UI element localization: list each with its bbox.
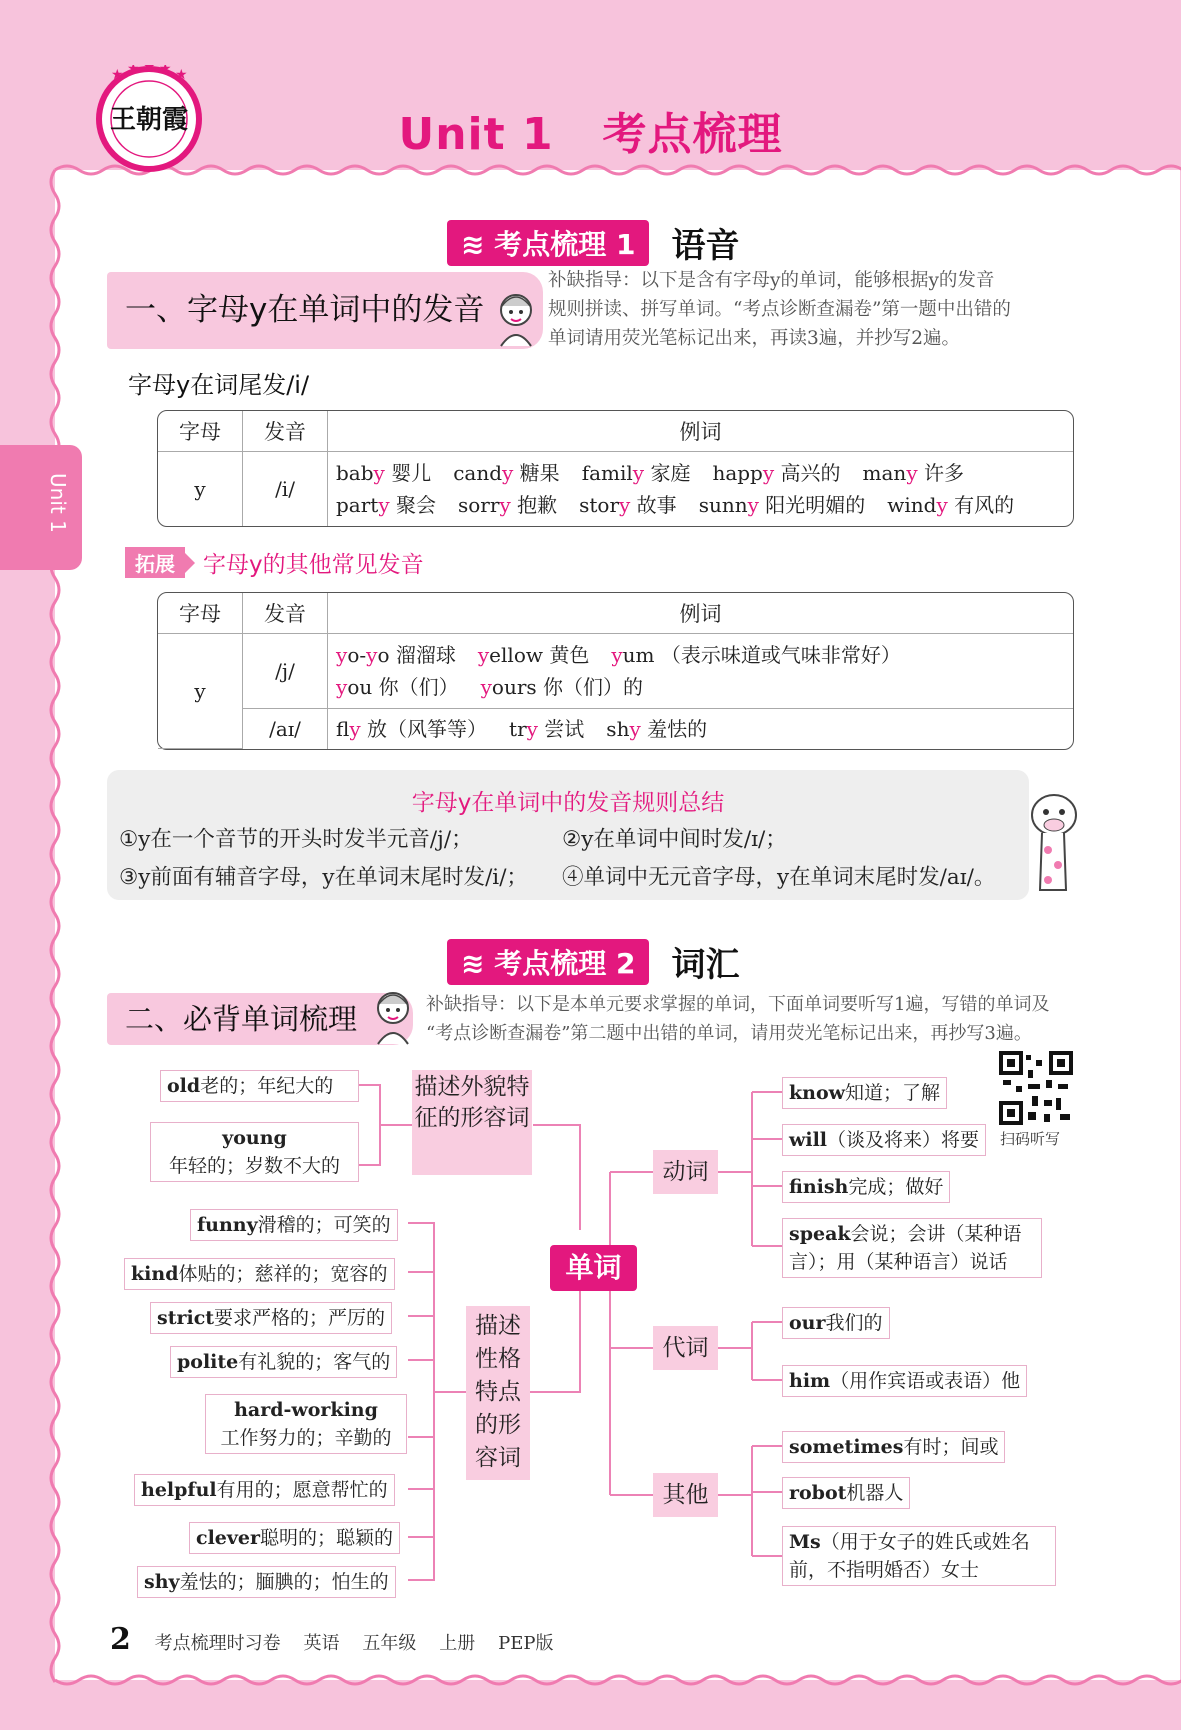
letter-cell: y — [158, 634, 243, 749]
svg-text:★: ★ — [143, 65, 156, 75]
col-header-sound: 发音 — [243, 411, 328, 452]
footer-edition: PEP版 — [498, 1633, 554, 1654]
word-cn: 知道；了解 — [845, 1082, 941, 1104]
unit-title: Unit 1 考点梳理 — [398, 109, 783, 160]
extension-title: 字母y的其他常见发音 — [203, 552, 424, 578]
word-card — [150, 1122, 359, 1182]
word-card — [134, 1474, 395, 1506]
qr-label: 扫码听写 — [1000, 1130, 1061, 1148]
col-header-examples: 例词 — [328, 411, 1073, 452]
example-word: story 故事 — [579, 493, 677, 517]
footer-grade: 五年级 — [362, 1633, 417, 1654]
col-header-letter: 字母 — [158, 593, 243, 634]
example-word: yours 你（们）的 — [480, 675, 644, 699]
col-header-examples: 例词 — [328, 593, 1073, 634]
word-cn: 工作努力的；辛勤的 — [220, 1427, 392, 1449]
example-word: candy 糖果 — [453, 461, 560, 485]
example-word: sorry 抱歉 — [458, 493, 558, 517]
word-cn: 聪明的；聪颖的 — [260, 1527, 394, 1549]
word-en: know — [789, 1082, 846, 1104]
page-footer — [110, 1622, 554, 1657]
note-line: 单词请用荧光笔标记出来，再读3遍，并抄写2遍。 — [548, 328, 961, 349]
example-word: you 你（们） — [336, 675, 459, 699]
word-cn: 有时；间或 — [903, 1436, 999, 1458]
side-tab-label: Unit 1 — [46, 473, 70, 533]
word-en: robot — [789, 1482, 847, 1504]
word-cn: 会说；会讲（某种语言）；用（某种语言）说话 — [789, 1223, 1022, 1273]
extension-badge: 拓展 — [125, 547, 185, 578]
example-word: fy 放（风筝等） — [336, 717, 488, 741]
word-en: polite — [177, 1351, 239, 1373]
sound-cell: /i/ — [243, 452, 328, 526]
example-word: yo-yo 溜溜球 — [336, 643, 456, 667]
word-cn: （用作宾语或表语）他 — [830, 1370, 1021, 1392]
word-cn: 有礼貌的；客气的 — [238, 1351, 391, 1373]
word-en: funny — [197, 1214, 258, 1236]
col-header-letter: 字母 — [158, 411, 243, 452]
summary-rule: ②y在单词中间时发/ɪ/； — [562, 827, 787, 852]
example-word: family 家庭 — [581, 461, 691, 485]
page-number: 2 — [110, 1622, 131, 1657]
word-en: young — [222, 1127, 287, 1149]
word-card — [782, 1124, 986, 1156]
footer-volume: 上册 — [439, 1633, 476, 1654]
footer-book: 考点梳理时习卷 — [154, 1633, 281, 1654]
section2-badge: ≋ 考点梳理 2 — [447, 939, 649, 985]
example-word: yellow 黄色 — [477, 643, 590, 667]
word-en: him — [789, 1370, 831, 1392]
word-card — [160, 1070, 359, 1102]
section1-badge: ≋ 考点梳理 1 — [447, 220, 649, 266]
section2-title: 词汇 — [671, 945, 740, 985]
word-card — [782, 1477, 910, 1509]
word-en: old — [167, 1075, 201, 1097]
svg-text:★: ★ — [111, 67, 124, 83]
word-card — [782, 1218, 1042, 1278]
word-card — [782, 1171, 950, 1203]
note-line: 补缺指导：以下是本单元要求掌握的单词，下面单词要听写1遍，写错的单词及 — [426, 994, 1050, 1015]
word-en: helpful — [141, 1479, 217, 1501]
logo-text: 王朝霞 — [109, 105, 188, 135]
rule-label: 字母y在词尾发/i/ — [128, 371, 310, 399]
word-en: speak — [789, 1223, 851, 1245]
category-verbs: 动词 — [653, 1150, 718, 1194]
letter-cell: y — [158, 452, 243, 526]
example-word: happy 高兴的 — [712, 461, 841, 485]
word-cn: 年轻的；岁数不大的 — [168, 1155, 340, 1177]
word-cn: 滑稽的；可笑的 — [257, 1214, 391, 1236]
example-word: try 尝试 — [509, 717, 585, 741]
word-en: hard-working — [234, 1399, 378, 1421]
svg-text:★: ★ — [127, 65, 140, 77]
col-header-sound: 发音 — [243, 593, 328, 634]
word-cn: 我们的 — [825, 1312, 883, 1334]
example-word: party 聚会 — [336, 493, 436, 517]
word-en: clever — [196, 1527, 261, 1549]
example-word: many 许多 — [862, 461, 964, 485]
svg-text:★: ★ — [159, 65, 172, 77]
word-cn: 要求严格的；严厉的 — [214, 1307, 386, 1329]
word-card — [782, 1526, 1056, 1586]
word-card — [782, 1077, 947, 1109]
example-word: sunny 阳光明媚的 — [698, 493, 866, 517]
sound-cell-ai: /aɪ/ — [243, 709, 328, 749]
word-card — [170, 1346, 397, 1378]
word-card — [189, 1522, 400, 1554]
section1-title: 语音 — [671, 226, 740, 266]
example-word: baby 婴儿 — [336, 461, 432, 485]
note-line: 规则拼读、拼写单词。“考点诊断查漏卷”第一题中出错的 — [548, 299, 1011, 320]
sound-cell-j: /j/ — [243, 634, 328, 709]
word-cn: 羞怯的；腼腆的；怕生的 — [179, 1571, 389, 1593]
example-word: yum （表示味道或气味非常好） — [611, 643, 901, 667]
word-card — [137, 1566, 396, 1598]
word-cn: 体贴的；慈祥的；宽容的 — [178, 1263, 388, 1285]
summary-rule: ③y前面有辅音字母，y在单词末尾时发/i/； — [119, 865, 528, 890]
word-en: sometimes — [789, 1436, 904, 1458]
word-card — [124, 1258, 395, 1290]
section2-subheading: 二、必背单词梳理 — [107, 993, 413, 1045]
note-line: 补缺指导：以下是含有字母y的单词，能够根据y的发音 — [548, 270, 995, 291]
word-cn: （谈及将来）将要 — [827, 1129, 980, 1151]
summary-rule: ④单词中无元音字母，y在单词末尾时发/aɪ/。 — [562, 865, 996, 890]
example-word: windy 有风的 — [887, 493, 1015, 517]
example-word: shy 羞怯的 — [606, 717, 708, 741]
word-en: strict — [157, 1307, 215, 1329]
word-cn: 完成；做好 — [848, 1176, 944, 1198]
word-card — [782, 1307, 890, 1339]
word-en: kind — [131, 1263, 179, 1285]
category-appearance-adjectives: 描述外貌特征的形容词 — [412, 1070, 532, 1175]
footer-subject: 英语 — [303, 1633, 340, 1654]
category-personality-adjectives: 描述性格特点的形容词 — [466, 1306, 530, 1480]
mindmap-core-words: 单词 — [550, 1245, 637, 1291]
word-en: shy — [144, 1571, 180, 1593]
word-en: will — [789, 1129, 828, 1151]
word-card — [205, 1394, 407, 1454]
word-card — [782, 1365, 1027, 1397]
category-others: 其他 — [653, 1473, 718, 1517]
note-line: “考点诊断查漏卷”第二题中出错的单词，请用荧光笔标记出来，再抄写3遍。 — [426, 1023, 1032, 1044]
word-cn: （用于女子的姓氏或姓名前，不指明婚否）女士 — [789, 1531, 1030, 1581]
word-cn: 有用的；愿意帮忙的 — [216, 1479, 388, 1501]
word-cn: 老的；年纪大的 — [200, 1075, 334, 1097]
word-en: Ms — [789, 1531, 821, 1553]
svg-text:★: ★ — [175, 67, 188, 83]
word-card — [782, 1431, 1005, 1463]
section1-subheading: 一、字母y在单词中的发音 — [107, 272, 543, 349]
word-en: finish — [789, 1176, 849, 1198]
word-cn: 机器人 — [846, 1482, 904, 1504]
word-card — [150, 1302, 392, 1334]
summary-rule: ①y在一个音节的开头时发半元音/j/； — [119, 827, 473, 852]
word-en: our — [789, 1312, 826, 1334]
category-pronouns: 代词 — [653, 1326, 718, 1370]
word-card — [190, 1209, 398, 1241]
summary-title: 字母y在单词中的发音规则总结 — [411, 790, 725, 816]
